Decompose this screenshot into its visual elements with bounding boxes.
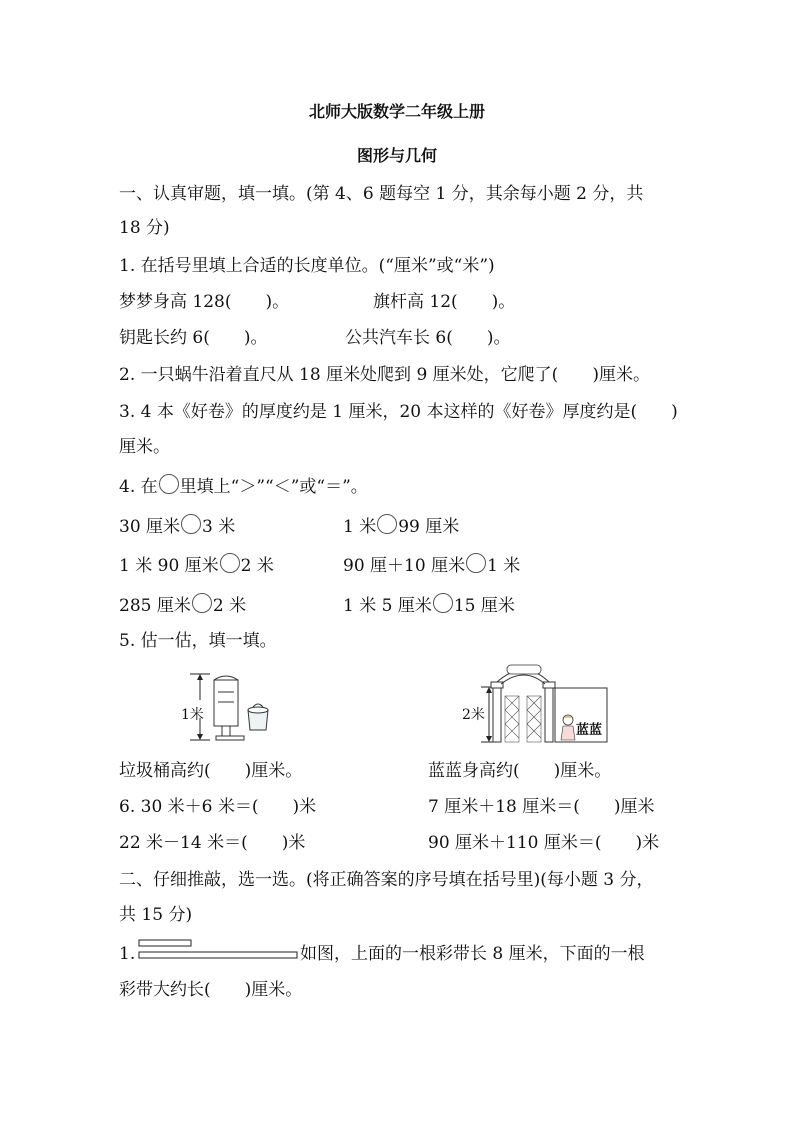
q4-item-5-right: 2 米 [212,596,247,616]
q4-item-3 [119,553,274,577]
compare-circle-icon[interactable] [377,514,397,534]
q4-item-2 [343,514,459,538]
q4-item-1-left: 30 厘米 [119,517,181,537]
s2-q1-text-cont: 彩带大约长( )厘米。 [119,980,303,1000]
section2-heading: 二、仔细推敲，选一选。(将正确答案的序号填在括号里)(每小题 3 分， [119,870,654,890]
q4-item-6 [343,593,515,617]
q5-item-a: 垃圾桶高约( )厘米。 [119,761,303,781]
q1-item-c: 钥匙长约 6( )。 [119,328,268,348]
q4-item-5-left: 285 厘米 [119,596,191,616]
fig2-label: 2米 [462,707,485,723]
q5-text: 5. 估一估，填一填。 [119,631,277,651]
compare-circle-icon[interactable] [192,593,212,613]
q5-item-b: 蓝蓝身高约( )厘米。 [428,761,612,781]
q1-item-b: 旗杆高 12( )。 [373,292,516,312]
q4-text-pre: 4. 在 [119,477,158,497]
compare-circle-icon[interactable] [181,514,201,534]
q4-item-4 [343,553,520,577]
fig1-label: 1米 [181,707,204,723]
fig2-name: 蓝蓝 [576,723,603,738]
q6-item-d: 90 厘米＋110 厘米＝( )米 [428,833,660,853]
q4-item-3-right: 2 米 [240,556,274,576]
q1-item-a: 梦梦身高 128( )。 [119,292,290,312]
page-subtitle: 图形与几何 [356,146,437,165]
q1-text: 1. 在括号里填上合适的长度单位。(“厘米”或“米”) [119,256,495,276]
compare-circle-icon[interactable] [433,593,453,613]
q3-text-cont: 厘米。 [119,437,170,457]
q4-item-4-right: 1 米 [487,556,521,576]
q4-item-5 [119,593,246,617]
q6-item-a: 6. 30 米＋6 米＝( )米 [119,797,317,817]
q4-item-4-left: 90 厘＋10 厘米 [343,556,466,576]
q4-text-post: 里填上“＞”“＜”或“＝”。 [179,477,368,497]
circle-icon [159,474,179,494]
q6-item-b: 7 厘米＋18 厘米＝( )厘米 [428,797,655,817]
s2-q1-number: 1. [119,944,136,964]
compare-circle-icon[interactable] [466,553,486,573]
q4-item-2-right: 99 厘米 [398,517,460,537]
section2-heading-cont: 共 15 分) [119,905,193,925]
q4-item-1-right: 3 米 [202,517,236,537]
q3-text: 3. 4 本《好卷》的厚度约是 1 厘米，20 本这样的《好卷》厚度约是( ) [119,402,678,422]
q2-text: 2. 一只蜗牛沿着直尺从 18 厘米处爬到 9 厘米处，它爬了( )厘米。 [119,365,650,385]
ribbon-figure [136,938,301,962]
q1-item-d: 公共汽车长 6( )。 [345,328,511,348]
section1-heading-cont: 18 分) [119,218,170,238]
compare-circle-icon[interactable] [220,553,240,573]
section1-heading: 一、认真审题，填一填。(第 4、6 题每空 1 分，其余每小题 2 分，共 [119,184,644,204]
q4-item-2-left: 1 米 [343,517,377,537]
s2-q1-text: 如图，上面的一根彩带长 8 厘米，下面的一根 [300,944,645,964]
q4-item-1 [119,514,235,538]
q4-item-6-right: 15 厘米 [453,596,515,616]
q6-item-c: 22 米－14 米＝( )米 [119,833,306,853]
q4-item-6-left: 1 米 5 厘米 [343,596,432,616]
q4-item-3-left: 1 米 90 厘米 [119,556,219,576]
q4-text [119,474,368,498]
page-title: 北师大版数学二年级上册 [308,102,485,121]
